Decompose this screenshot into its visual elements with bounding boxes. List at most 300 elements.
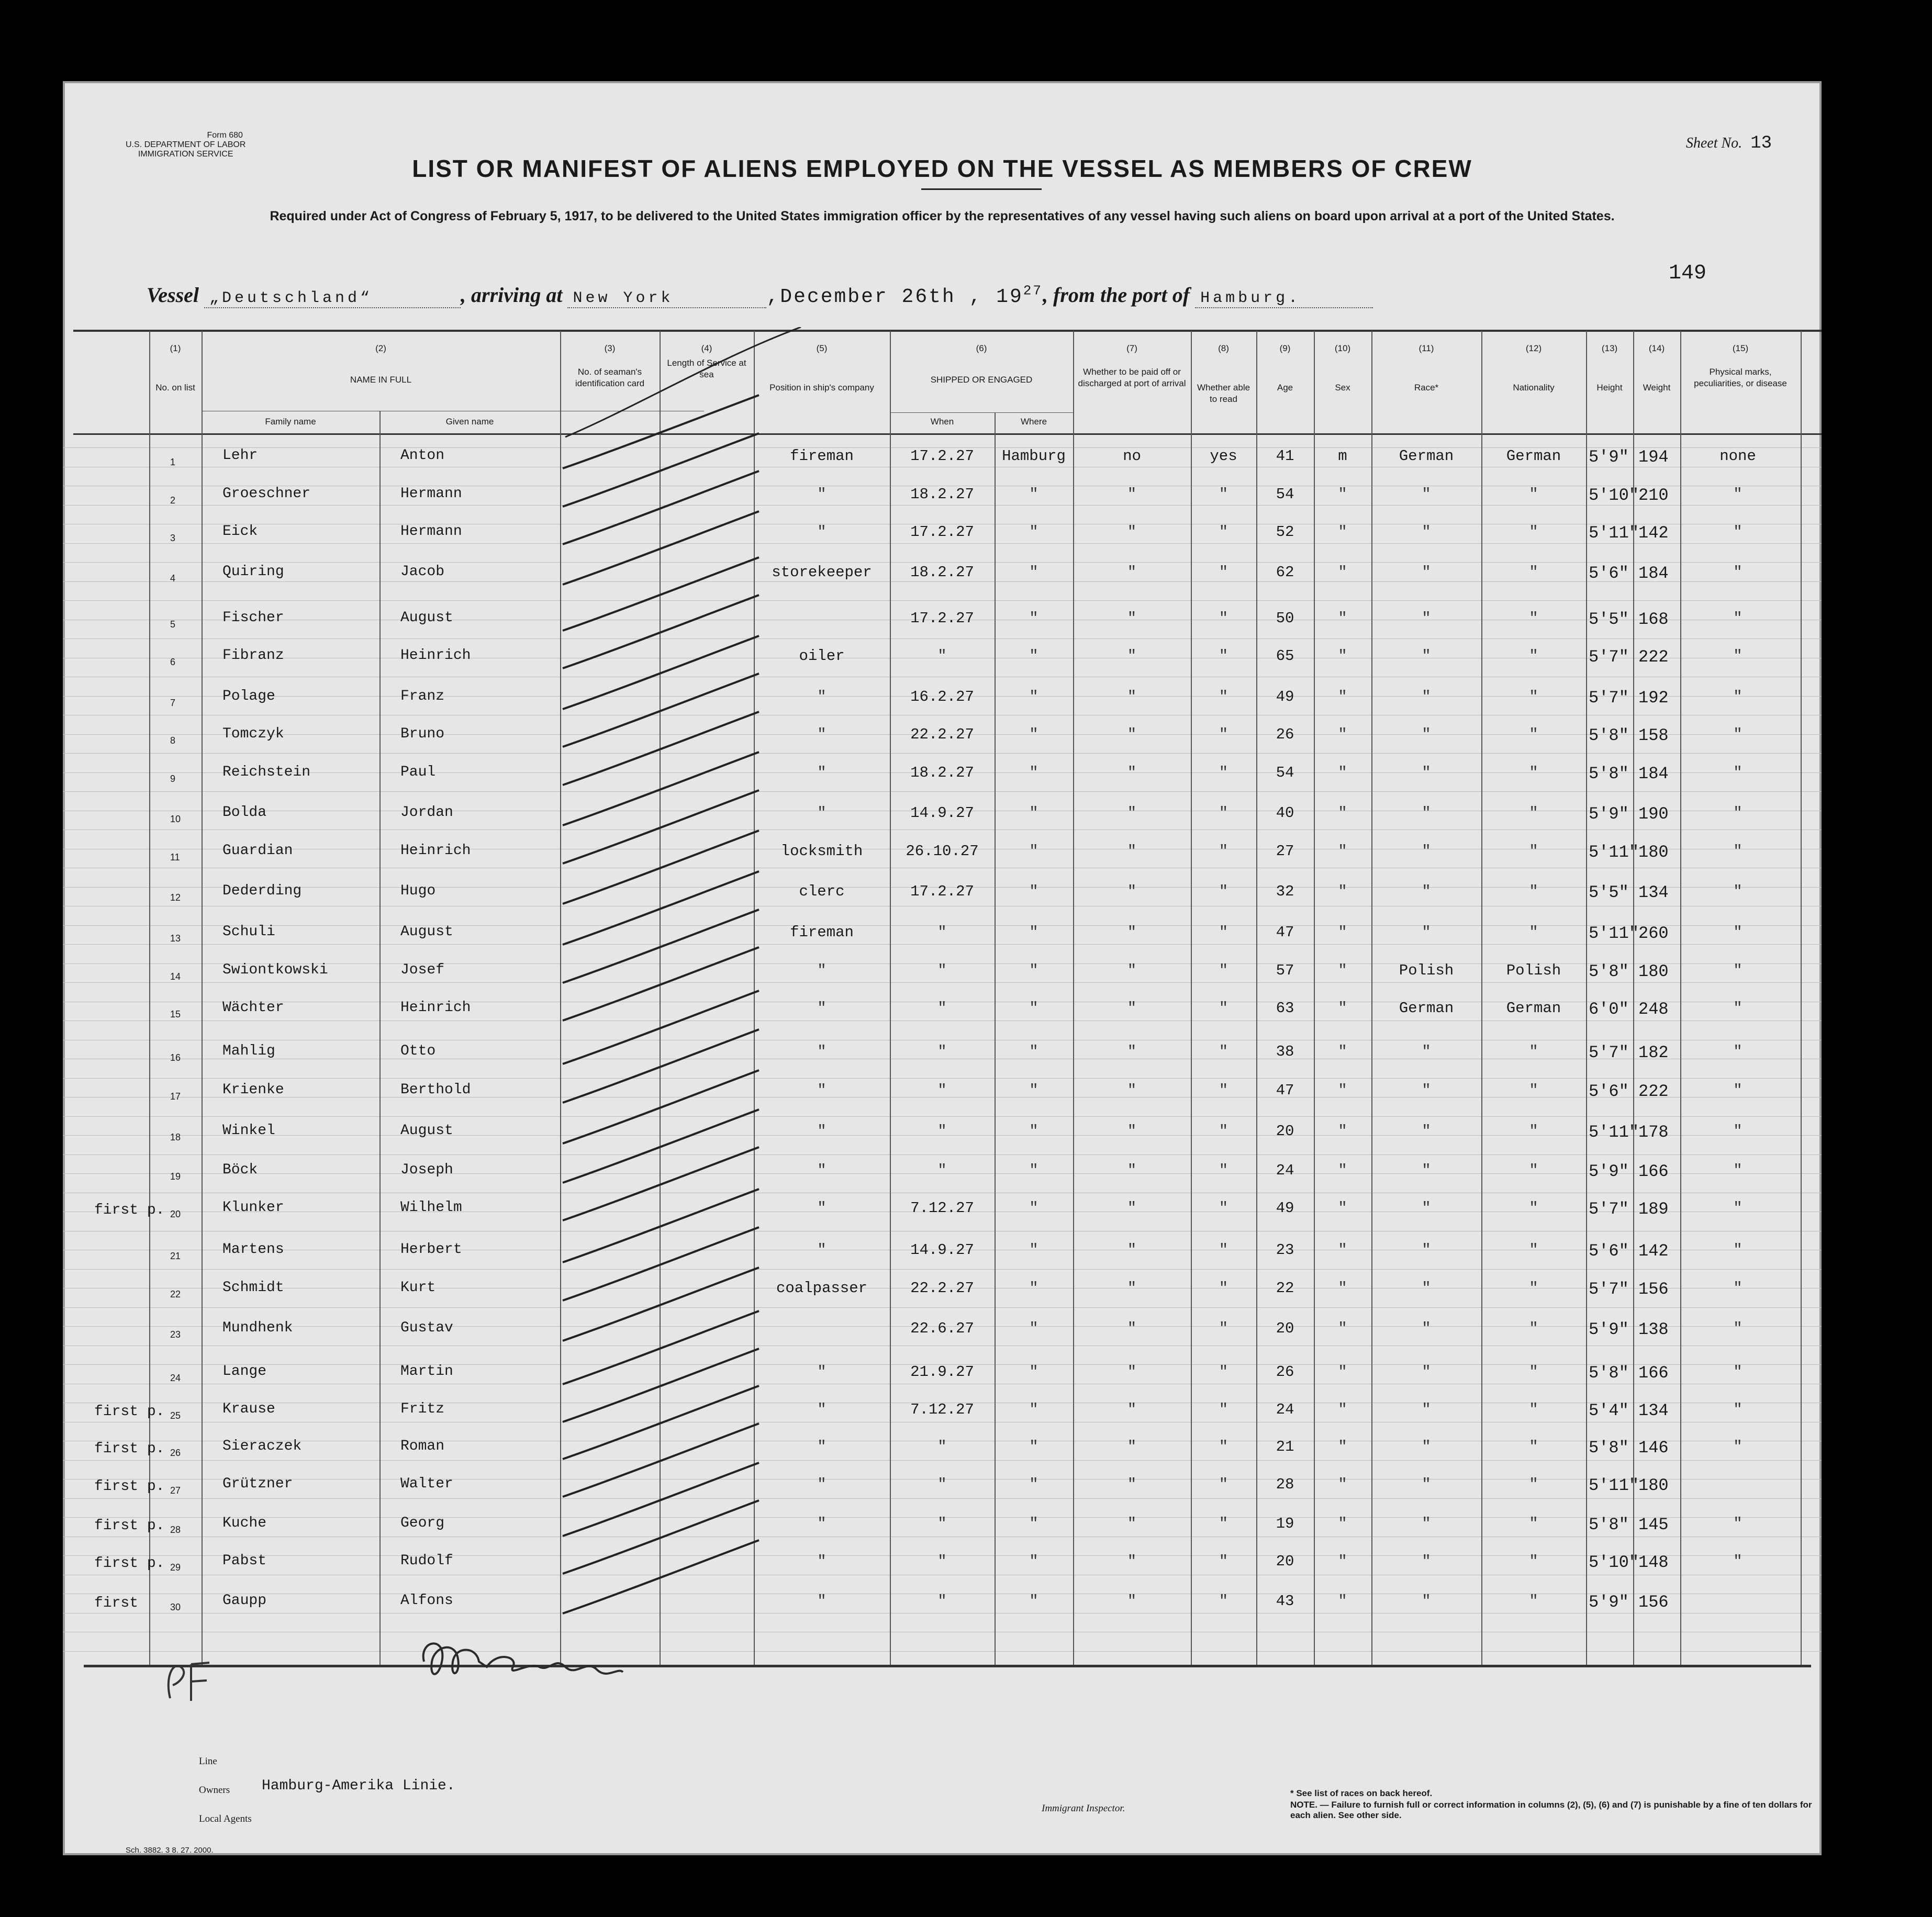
cell-paid: ": [1127, 688, 1137, 705]
cell-age: 62: [1276, 564, 1294, 581]
cell-position: ": [817, 1476, 827, 1493]
cell-nationality: ": [1529, 1320, 1538, 1337]
column-sublabel: Family name: [265, 417, 316, 427]
column-number: (5): [816, 343, 828, 353]
cell-given: Heinrich: [400, 1000, 471, 1016]
cell-weight: 145: [1638, 1515, 1669, 1534]
cell-age: 20: [1276, 1123, 1294, 1140]
cell-where: ": [1029, 1082, 1038, 1099]
cell-race: ": [1422, 523, 1431, 541]
cell-read: ": [1219, 1082, 1229, 1099]
cell-age: 20: [1276, 1553, 1294, 1570]
cell-where: ": [1029, 1401, 1038, 1418]
ruled-line: [63, 791, 1822, 792]
cell-when: 17.2.27: [910, 447, 974, 465]
cell-position: ": [817, 1438, 827, 1455]
header-bottom-rule: [73, 433, 1822, 435]
cell-position: fireman: [790, 447, 854, 465]
cell-marks: ": [1733, 688, 1743, 705]
cell-nationality: ": [1529, 688, 1538, 705]
column-rule: [1801, 331, 1802, 1665]
cell-read: ": [1219, 1553, 1229, 1570]
cell-weight: 156: [1638, 1280, 1669, 1299]
cell-weight: 142: [1638, 1241, 1669, 1261]
row-number: 16: [170, 1052, 181, 1063]
cell-read: ": [1219, 1123, 1229, 1140]
cell-weight: 146: [1638, 1438, 1669, 1458]
cell-read: ": [1219, 610, 1229, 627]
column-label: No. on list: [155, 383, 195, 393]
service: IMMIGRATION SERVICE: [138, 150, 233, 159]
cell-height: 5'6": [1589, 564, 1629, 583]
column-label: No. of seaman's identification card: [575, 367, 645, 388]
cell-paid: ": [1127, 843, 1137, 860]
cell-position: ": [817, 1199, 827, 1217]
column-label: Whether able to read: [1197, 383, 1250, 404]
cell-position: ": [817, 804, 827, 822]
cell-family: Mahlig: [222, 1043, 275, 1059]
cell-where: ": [1029, 962, 1038, 979]
cell-where: ": [1029, 1241, 1038, 1259]
cell-read: ": [1219, 804, 1229, 822]
cell-weight: 138: [1638, 1320, 1669, 1339]
page-title: LIST OR MANIFEST OF ALIENS EMPLOYED ON THE VESSEL AS MEMBERS OF CREW: [412, 155, 1472, 182]
cell-sex: ": [1338, 1363, 1347, 1381]
cell-height: 5'4": [1589, 1401, 1629, 1420]
cell-position: ": [817, 726, 827, 743]
column-number: (10): [1334, 343, 1351, 353]
cell-position: coalpasser: [776, 1280, 868, 1297]
cell-where: ": [1029, 726, 1038, 743]
cell-paid: ": [1127, 1515, 1137, 1532]
strike-mark: [563, 1463, 759, 1536]
cell-nationality: ": [1529, 610, 1538, 627]
margin-note: first p.: [94, 1478, 165, 1495]
cell-height: 5'8": [1589, 1363, 1629, 1383]
cell-given: Heinrich: [400, 843, 471, 859]
cell-marks: ": [1733, 726, 1743, 743]
cell-given: Jacob: [400, 564, 445, 580]
arriving-label: , arriving at: [461, 283, 563, 307]
cell-given: Rudolf: [400, 1553, 453, 1569]
cell-when: 7.12.27: [910, 1199, 974, 1217]
initials-mark: [160, 1656, 222, 1703]
cell-sex: ": [1338, 1438, 1347, 1455]
cell-marks: ": [1733, 883, 1743, 900]
cell-race: ": [1422, 1363, 1431, 1381]
cell-height: 5'7": [1589, 1043, 1629, 1062]
column-label: Whether to be paid off or discharged at port of arrival: [1078, 367, 1186, 388]
penalty-note: NOTE. — Failure to furnish full or correct information in columns (2), (5), (6) and (7) is punishable by a fine of ten dollars for each alien. See other side.: [1290, 1800, 1812, 1820]
cell-nationality: ": [1529, 726, 1538, 743]
cell-weight: 166: [1638, 1363, 1669, 1383]
cell-height: 5'10": [1589, 1553, 1639, 1572]
cell-height: 5'11": [1589, 523, 1639, 543]
row-number: 18: [170, 1132, 181, 1142]
cell-sex: ": [1338, 564, 1347, 581]
cell-where: ": [1029, 486, 1038, 503]
cell-family: Pabst: [222, 1553, 267, 1569]
cell-where: ": [1029, 1553, 1038, 1570]
cell-paid: ": [1127, 1476, 1137, 1493]
cell-paid: ": [1127, 1280, 1137, 1297]
cell-read: ": [1219, 1593, 1229, 1610]
column-label: Physical marks, peculiarities, or disease: [1694, 367, 1787, 388]
margin-note: first: [94, 1595, 139, 1611]
cell-age: 40: [1276, 804, 1294, 822]
cell-position: ": [817, 486, 827, 503]
cell-age: 24: [1276, 1401, 1294, 1418]
cell-where: ": [1029, 1593, 1038, 1610]
cell-nationality: ": [1529, 523, 1538, 541]
cell-given: Hermann: [400, 523, 462, 540]
row-number: 12: [170, 892, 181, 903]
department: U.S. DEPARTMENT OF LABOR: [126, 140, 246, 149]
cell-race: ": [1422, 564, 1431, 581]
cell-read: ": [1219, 1320, 1229, 1337]
cell-sex: ": [1338, 1553, 1347, 1570]
cell-when: 18.2.27: [910, 486, 974, 503]
strike-mark: [563, 1109, 759, 1183]
cell-race: ": [1422, 1401, 1431, 1418]
column-number: (4): [701, 343, 712, 353]
cell-paid: ": [1127, 764, 1137, 781]
cell-height: 5'7": [1589, 1199, 1629, 1219]
cell-nationality: ": [1529, 1162, 1538, 1179]
cell-weight: 178: [1638, 1123, 1669, 1142]
cell-family: Schmidt: [222, 1280, 284, 1296]
cell-weight: 222: [1638, 647, 1669, 667]
cell-marks: ": [1733, 1241, 1743, 1259]
cell-age: 22: [1276, 1280, 1294, 1297]
cell-sex: ": [1338, 1241, 1347, 1259]
cell-given: August: [400, 924, 453, 940]
cell-read: ": [1219, 764, 1229, 781]
ruled-line: [63, 505, 1822, 506]
cell-read: ": [1219, 1401, 1229, 1418]
cell-given: Jordan: [400, 804, 453, 821]
row-number: 7: [170, 698, 176, 708]
cell-nationality: German: [1506, 447, 1561, 465]
cell-height: 5'6": [1589, 1241, 1629, 1261]
strike-mark: [563, 712, 759, 785]
cell-given: Gustav: [400, 1320, 453, 1336]
cell-where: ": [1029, 1199, 1038, 1217]
cell-race: ": [1422, 647, 1431, 665]
cell-read: ": [1219, 726, 1229, 743]
cell-race: Polish: [1399, 962, 1454, 979]
column-label: Age: [1277, 383, 1293, 393]
strike-mark: [563, 1423, 759, 1497]
row-number: 20: [170, 1209, 181, 1219]
cell-sex: ": [1338, 764, 1347, 781]
manifest-number: 149: [1668, 262, 1706, 285]
cell-family: Swiontkowski: [222, 962, 328, 978]
strike-mark: [563, 1386, 759, 1459]
cell-when: ": [937, 1515, 947, 1532]
cell-height: 5'8": [1589, 1515, 1629, 1534]
cell-sex: ": [1338, 486, 1347, 503]
cell-nationality: ": [1529, 1438, 1538, 1455]
subheader-rule: [890, 412, 1073, 413]
cell-where: ": [1029, 1515, 1038, 1532]
cell-read: ": [1219, 1363, 1229, 1381]
cell-family: Grützner: [222, 1476, 293, 1492]
column-number: (7): [1126, 343, 1137, 353]
cell-age: 50: [1276, 610, 1294, 627]
cell-age: 19: [1276, 1515, 1294, 1532]
cell-given: August: [400, 1123, 453, 1139]
row-number: 28: [170, 1524, 181, 1535]
cell-race: ": [1422, 1241, 1431, 1259]
column-label: Sex: [1335, 383, 1350, 393]
cell-nationality: ": [1529, 647, 1538, 665]
cell-where: Hamburg: [1002, 447, 1066, 465]
cell-paid: ": [1127, 647, 1137, 665]
cell-given: Martin: [400, 1363, 453, 1380]
cell-paid: ": [1127, 1363, 1137, 1381]
cell-read: ": [1219, 1515, 1229, 1532]
cell-weight: 192: [1638, 688, 1669, 708]
row-number: 15: [170, 1009, 181, 1019]
cell-race: ": [1422, 1476, 1431, 1493]
cell-when: ": [937, 1043, 947, 1060]
cell-nationality: ": [1529, 924, 1538, 941]
cell-height: 5'5": [1589, 610, 1629, 629]
cell-position: ": [817, 1082, 827, 1099]
cell-weight: 148: [1638, 1553, 1669, 1572]
cell-read: ": [1219, 1280, 1229, 1297]
column-rule: [202, 331, 203, 1665]
cell-given: Josef: [400, 962, 445, 978]
cell-sex: ": [1338, 1401, 1347, 1418]
cell-age: 43: [1276, 1593, 1294, 1610]
cell-marks: ": [1733, 843, 1743, 860]
cell-paid: ": [1127, 1593, 1137, 1610]
strike-mark: [563, 557, 759, 631]
cell-read: ": [1219, 1000, 1229, 1017]
cell-where: ": [1029, 1043, 1038, 1060]
cell-nationality: ": [1529, 1280, 1538, 1297]
row-number: 8: [170, 735, 176, 746]
cell-weight: 134: [1638, 883, 1669, 902]
cell-when: 16.2.27: [910, 688, 974, 705]
cell-position: ": [817, 1241, 827, 1259]
owners-value: Hamburg-Amerika Linie.: [262, 1778, 455, 1794]
cell-race: ": [1422, 1162, 1431, 1179]
cell-age: 63: [1276, 1000, 1294, 1017]
cell-paid: ": [1127, 1082, 1137, 1099]
cell-race: ": [1422, 1123, 1431, 1140]
strike-mark: [563, 752, 759, 825]
cell-when: ": [937, 1438, 947, 1455]
cell-nationality: ": [1529, 1241, 1538, 1259]
cell-weight: 190: [1638, 804, 1669, 824]
cell-nationality: ": [1529, 1401, 1538, 1418]
vessel-name: „Deutschland“: [204, 289, 461, 308]
column-label: SHIPPED OR ENGAGED: [930, 375, 1033, 385]
cell-nationality: ": [1529, 1123, 1538, 1140]
cell-position: ": [817, 1000, 827, 1017]
cell-weight: 166: [1638, 1162, 1669, 1181]
cell-age: 32: [1276, 883, 1294, 900]
ruled-line: [63, 1498, 1822, 1499]
strike-mark: [563, 674, 759, 747]
cell-weight: 158: [1638, 726, 1669, 745]
cell-race: ": [1422, 486, 1431, 503]
cell-read: ": [1219, 647, 1229, 665]
cell-height: 5'11": [1589, 1123, 1639, 1142]
cell-nationality: ": [1529, 1476, 1538, 1493]
cell-sex: ": [1338, 1320, 1347, 1337]
cell-given: Fritz: [400, 1401, 445, 1417]
cell-marks: ": [1733, 1280, 1743, 1297]
row-number: 9: [170, 773, 176, 784]
cell-race: ": [1422, 764, 1431, 781]
local-agents-label: Local Agents: [199, 1813, 252, 1824]
cell-age: 26: [1276, 1363, 1294, 1381]
row-number: 29: [170, 1562, 181, 1573]
column-label: Nationality: [1513, 383, 1555, 393]
cell-read: ": [1219, 1476, 1229, 1493]
column-number: (1): [170, 343, 181, 353]
ruled-line: [63, 581, 1822, 582]
cell-given: Kurt: [400, 1280, 436, 1296]
vessel-line: [147, 283, 1373, 308]
cell-where: ": [1029, 523, 1038, 541]
manifest-sheet: [63, 81, 1822, 1855]
cell-height: 5'5": [1589, 883, 1629, 902]
cell-given: Franz: [400, 688, 445, 704]
cell-given: Hugo: [400, 883, 436, 899]
cell-paid: ": [1127, 1123, 1137, 1140]
column-number: (14): [1648, 343, 1665, 353]
from-label: , from the port of: [1042, 283, 1190, 307]
cell-when: 26.10.27: [906, 843, 979, 860]
row-number: 21: [170, 1251, 181, 1261]
margin-note: first p.: [94, 1202, 165, 1218]
cell-paid: ": [1127, 1320, 1137, 1337]
races-note: * See list of races on back hereof.: [1290, 1788, 1433, 1798]
row-number: 6: [170, 657, 176, 667]
cell-given: August: [400, 610, 453, 626]
cell-marks: ": [1733, 1123, 1743, 1140]
cell-family: Dederding: [222, 883, 302, 899]
cell-height: 6'0": [1589, 1000, 1629, 1019]
cell-read: yes: [1210, 447, 1237, 465]
cell-marks: ": [1733, 647, 1743, 665]
cell-given: Wilhelm: [400, 1199, 462, 1216]
cell-nationality: ": [1529, 804, 1538, 822]
cell-sex: ": [1338, 610, 1347, 627]
cell-weight: 134: [1638, 1401, 1669, 1420]
cell-given: Walter: [400, 1476, 453, 1492]
cell-marks: ": [1733, 564, 1743, 581]
cell-sex: ": [1338, 1000, 1347, 1017]
cell-given: Herbert: [400, 1241, 462, 1258]
column-number: (9): [1279, 343, 1291, 353]
cell-when: 22.2.27: [910, 1280, 974, 1297]
cell-when: ": [937, 1082, 947, 1099]
cell-nationality: ": [1529, 564, 1538, 581]
column-number: (2): [375, 343, 386, 353]
row-number: 22: [170, 1289, 181, 1299]
margin-note: first p.: [94, 1404, 165, 1420]
cell-sex: ": [1338, 843, 1347, 860]
cell-where: ": [1029, 564, 1038, 581]
cell-weight: 260: [1638, 924, 1669, 943]
column-label: Position in ship's company: [769, 383, 874, 393]
cell-position: ": [817, 1401, 827, 1418]
row-number: 1: [170, 457, 176, 467]
cell-height: 5'11": [1589, 843, 1639, 862]
cell-position: ": [817, 962, 827, 979]
cell-weight: 194: [1638, 447, 1669, 467]
cell-when: 22.2.27: [910, 726, 974, 743]
cell-height: 5'11": [1589, 924, 1639, 943]
row-number: 23: [170, 1329, 181, 1340]
cell-marks: ": [1733, 1199, 1743, 1217]
cell-age: 65: [1276, 647, 1294, 665]
cell-family: Eick: [222, 523, 258, 540]
cell-race: ": [1422, 1082, 1431, 1099]
cell-sex: ": [1338, 883, 1347, 900]
cell-where: ": [1029, 764, 1038, 781]
ruled-line: [63, 829, 1822, 830]
arrival-year: 27: [1023, 283, 1043, 299]
cell-given: Heinrich: [400, 647, 471, 664]
cell-when: 18.2.27: [910, 764, 974, 781]
cell-when: ": [937, 1553, 947, 1570]
row-number: 24: [170, 1373, 181, 1383]
cell-family: Klunker: [222, 1199, 284, 1216]
cell-age: 21: [1276, 1438, 1294, 1455]
cell-marks: ": [1733, 1363, 1743, 1381]
print-code: Sch. 3882. 3 8. 27. 2000.: [126, 1846, 214, 1855]
cell-when: 17.2.27: [910, 610, 974, 627]
cell-where: ": [1029, 1123, 1038, 1140]
cell-height: 5'6": [1589, 1082, 1629, 1101]
cell-when: 7.12.27: [910, 1401, 974, 1418]
cell-family: Polage: [222, 688, 275, 704]
cell-weight: 184: [1638, 764, 1669, 783]
inspector-label: Immigrant Inspector.: [1042, 1803, 1125, 1814]
column-label: Length of Service at sea: [667, 358, 746, 379]
row-number: 10: [170, 814, 181, 824]
cell-nationality: ": [1529, 843, 1538, 860]
ruled-line: [63, 562, 1822, 563]
cell-sex: ": [1338, 1476, 1347, 1493]
cell-paid: ": [1127, 804, 1137, 822]
header-top-rule: [73, 330, 1822, 332]
ruled-line: [63, 600, 1822, 601]
cell-marks: ": [1733, 962, 1743, 979]
strike-mark: [563, 991, 759, 1064]
cell-read: ": [1219, 962, 1229, 979]
cell-height: 5'7": [1589, 688, 1629, 708]
column-number: (13): [1601, 343, 1618, 353]
vessel-label: Vessel: [147, 283, 199, 307]
column-number: (15): [1732, 343, 1749, 353]
strike-through-marks: [560, 327, 832, 1751]
cell-when: 21.9.27: [910, 1363, 974, 1381]
margin-note: first p.: [94, 1441, 165, 1457]
cell-age: 49: [1276, 688, 1294, 705]
cell-race: ": [1422, 1043, 1431, 1060]
cell-read: ": [1219, 1199, 1229, 1217]
cell-height: 5'9": [1589, 1162, 1629, 1181]
ruled-line: [63, 1460, 1822, 1461]
